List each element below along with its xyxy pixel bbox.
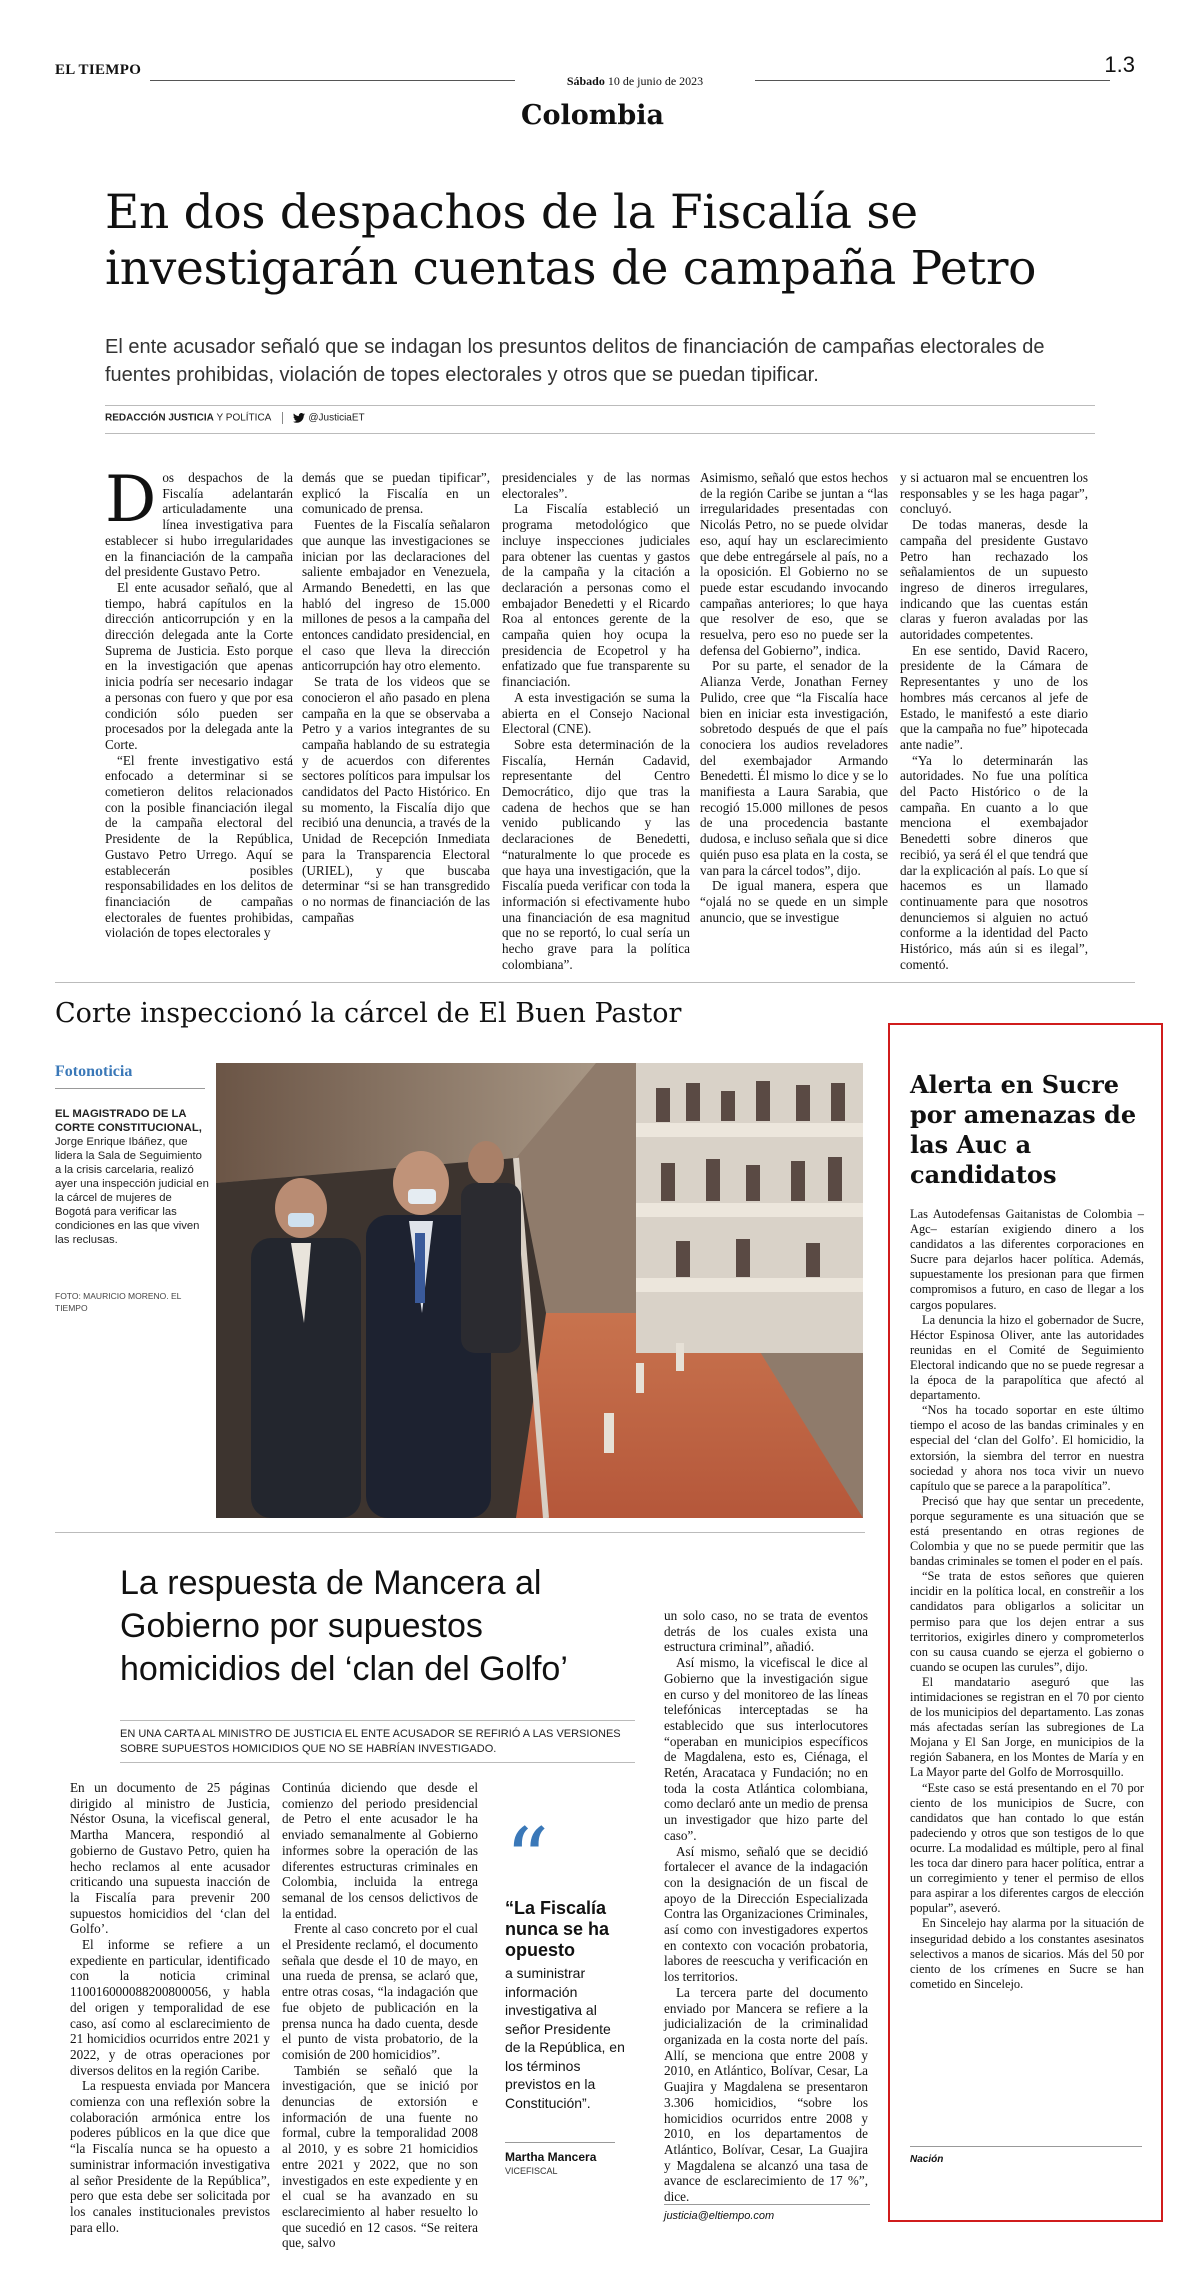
fotonoticia-label: Fotonoticia	[55, 1063, 133, 1080]
drop-cap: D	[105, 463, 157, 537]
paragraph: y si actuaron mal se encuentren los responsables y se les haga pagar”, concluyó.	[900, 470, 1088, 517]
divider	[910, 2146, 1142, 2147]
byline-separator	[282, 412, 283, 424]
quote-mark: “	[505, 1810, 549, 1910]
issue-date	[515, 74, 755, 89]
paragraph: En ese sentido, David Racero, presidente de la Cámara de Representantes y uno de los hombres más cercanos al jefe de Estado, le manifestó a este diario que la campaña no fue” hipotecada ante nadie”.	[900, 642, 1088, 752]
paragraph: Así mismo, señaló que se decidió fortalecer el avance de la indagación con la designación de un fiscal de apoyo de la Dirección Especializada Contra las Organizaciones Criminales, así como con investigadores expertos en contexto con vocación probatoria, labores de reescucha y verificación en los territorios.	[664, 1843, 868, 1985]
paragraph: Fuentes de la Fiscalía señalaron que aunque las investigaciones se inician por las declaraciones del saliente embajador en Venezuela, Armando Benedetti, en las que habló del ingreso de 15.000 millones de pesos a la campaña del entonces candidato presidencial, en el caso que lleva la dirección anticorrupción hay otro elemento.	[302, 517, 490, 674]
article-column	[70, 1780, 270, 2235]
paragraph: “Ya lo determinarán las autoridades. No fue una política del Pacto Histórico o de la campaña. En cuanto a lo que menciona el exembajador Benedetti sobre dineros que recibió, ya será él el que tendrá que dar la explicación al país. Lo que sí hacemos es un llamado continuamente para que nosotros denunciemos si alguien no actuó conforme a la identidad del Pacto Histórico, más aún si es ilegal”, comentó.	[900, 752, 1088, 972]
column-paragraphs	[910, 1207, 1144, 1992]
paragraph: La denuncia la hizo el gobernador de Sucre, Héctor Espinosa Oliver, ante las autoridades reunidas en el Comité de Seguimiento Electoral indicando que no se puede regresar a la época de la parapolítica que afectó al departamento.	[910, 1312, 1144, 1403]
divider	[105, 405, 1095, 406]
paragraph: “Se trata de estos señores que quieren incidir en la política local, en constreñir a los candidatos para obligarlos a solicitar un permiso para que los dejen entrar a sus territorios, exigirles dinero y comprometerlos con su causa cuando se ejerza el gobierno o cuando se ocupen las curules”, dijo.	[910, 1569, 1144, 1674]
article-column	[664, 1608, 868, 2205]
column-paragraphs	[700, 470, 888, 925]
paragraph: De igual manera, espera que “ojalá no se quede en un simple anuncio, que se investigue	[700, 878, 888, 925]
article-column	[700, 470, 888, 925]
pull-quote-rest: a suministrar información investigativa al señor Presidente de la República, en los términos previstos en la Constitución”.	[505, 1965, 625, 2111]
paragraph: El informe se refiere a un expediente en particular, identificado con la noticia criminal 110016000088200800056, y habla del origen y temporalidad de ese caso, así como al esclarecimiento de 21 homicidios ocurridos entre 2021 y 2022, y de otras operaciones por diversos delitos en la región Caribe.	[70, 1937, 270, 2078]
divider	[505, 2142, 615, 2143]
article-column	[302, 470, 490, 925]
divider	[55, 1532, 865, 1533]
photo-headline: Corte inspeccionó la cárcel de El Buen Pastor	[55, 998, 682, 1029]
divider	[120, 1720, 635, 1721]
twitter-handle: @JusticiaET	[308, 412, 365, 424]
paragraph: Continúa diciendo que desde el comienzo del periodo presidencial de Petro el ente acusador le ha enviado semanalmente al Gobierno informes sobre la operación de las diferentes estructuras criminales en Colombia, incluida la entrega semanal de los censos delictivos de la entidad.	[282, 1780, 478, 1921]
paragraph: Las Autodefensas Gaitanistas de Colombia –Agc– estarían exigiendo dinero a los candidatos a las diferentes corporaciones en Sucre para dejarlos hacer política. Además, supuestamente los presionan para que firmen compromisos a futuro, en caso de llegar a los cargos populares.	[910, 1207, 1144, 1312]
prison-photo-illustration	[216, 1063, 863, 1518]
article-dek: EN UNA CARTA AL MINISTRO DE JUSTICIA EL ENTE ACUSADOR SE REFIRIÓ A LAS VERSIONES SOBRE SUPUESTOS HOMICIDIOS QUE NO SE HABRÍAN INVESTIGADO.	[120, 1728, 621, 1755]
article-headline: La respuesta de Mancera al Gobierno por supuestos homicidios del ‘clan del Golfo’	[120, 1564, 568, 1688]
column-paragraphs	[302, 470, 490, 925]
pull-quote: “La Fiscalía nunca se ha opuesto	[505, 1898, 610, 1960]
issue-day: Sábado	[566, 74, 605, 88]
column-paragraphs	[664, 1608, 868, 2205]
byline-desk-rest: Y POLÍTICA	[213, 412, 271, 424]
paragraph: En Sincelejo hay alarma por la situación de inseguridad debido a los constantes asesinatos selectivos a manos de sicarios. Más del 50 por ciento de los crímenes en Sucre se han cometido en Sincelejo.	[910, 1916, 1144, 1991]
masthead	[55, 52, 1135, 88]
column-paragraphs	[282, 1780, 478, 2251]
column-paragraphs	[900, 470, 1088, 973]
paragraph: A esta investigación se suma la abierta en el Consejo Nacional Electoral (CNE).	[502, 689, 690, 737]
column-paragraphs	[70, 1780, 270, 2235]
sidebar-signature: Nación	[910, 2154, 944, 2165]
masthead-rule	[755, 80, 1110, 81]
byline	[105, 412, 365, 424]
paragraph: “El frente investigativo está enfocado a determinar si se cometieron delitos relacionados con la posible financiación ilegal de la campaña electoral del Presidente de la República, Gustavo Petro Urrego. Aquí se establecerán posibles responsabilidades en los delitos de financiación de campañas electorales de fuentes prohibidas, violación de topes electorales y	[105, 752, 293, 941]
paragraph: “Este caso se está presentando en el 70 por ciento de los municipios de Sucre, con candidatos que han contado lo que están padeciendo y otros que son testigos de lo que ocurre. La modalidad es múltiple, pero al final les toca dar dinero para hacer política, entrar a un corregimiento y tener el permiso de ellos para aspirar a los diferentes cargos de elección popular”, aseveró.	[910, 1780, 1144, 1916]
caption-head: EL MAGISTRADO DE LA CORTE CONSTITUCIONAL,	[55, 1108, 202, 1134]
divider	[105, 433, 1095, 434]
article-column	[105, 463, 293, 941]
page-number: 1.3	[1104, 52, 1135, 77]
divider	[55, 1088, 205, 1089]
paragraph: un solo caso, no se trata de eventos detrás de los cuales exista una estructura criminal”, añadió.	[664, 1608, 868, 1655]
photo-credit: FOTO: MAURICIO MORENO. EL TIEMPO	[55, 1291, 182, 1313]
news-photo	[216, 1063, 863, 1518]
paragraph: De todas maneras, desde la campaña del presidente Gustavo Petro han rechazado los señalamientos de un supuesto ingreso de dineros irregulares, indicando que las cuentas están claras y fueron avaladas por las autoridades competentes.	[900, 517, 1088, 643]
divider	[120, 1762, 635, 1763]
issue-date-text: 10 de junio de 2023	[607, 74, 704, 88]
paragraph: os despachos de la Fiscalía adelantarán articuladamente una línea investigativa para establecer si hubo irregularidades en la financiación de la campaña del presidente Gustavo Petro.	[105, 470, 293, 580]
article-column	[282, 1780, 478, 2251]
quote-author: Martha Mancera	[505, 2150, 597, 2164]
contact-email: justicia@eltiempo.com	[664, 2210, 775, 2222]
newspaper-name: EL TIEMPO	[55, 62, 142, 78]
twitter-icon	[293, 413, 305, 423]
byline-desk: REDACCIÓN JUSTICIA	[105, 412, 214, 424]
paragraph: La Fiscalía estableció un programa metodológico que incluye inspecciones judiciales para obtener las cuentas y gastos de la campaña y la citación a declaración a personas como el embajador Benedetti y el Ricardo Roa al entonces gerente de la campaña quien hoy ocupa la presidencia de Ecopetrol y ha enfatizado que fue transparente su financiación.	[502, 501, 690, 690]
paragraph: Frente al caso concreto por el cual el Presidente reclamó, el documento señala que desde el 10 de mayo, en una rueda de prensa, se aclaró que, entre otras cosas, “la indagación que fue objeto de publicación en la prensa nunca ha dado cuenta, desde el punto de vista probatorio, de la comisión de 200 homicidios”.	[282, 1921, 478, 2062]
divider	[55, 982, 1135, 983]
quote-author-role: VICEFISCAL	[505, 2166, 558, 2176]
paragraph: La tercera parte del documento enviado por Mancera se refiere a la judicialización de la criminalidad organizada en la costa norte del país. Allí, se menciona que entre 2008 y 2010, en Atlántico, Bolívar, Cesar, La Guajira y Magdalena se presentaron 3.306 homicidios, “sobre los homicidios ocurridos entre 2008 y 2010, en los departamentos de Atlántico, Bolívar, Cesar, La Guajira y Magdalena se alcanzó una tasa de avance de esclarecimiento de 17 %”, dice.	[664, 1984, 868, 2205]
section-title: Colombia	[521, 100, 664, 131]
paragraph: “Nos ha tocado soportar en este último tiempo el acoso de las bandas criminales y en especial del ‘clan del Golfo’. El homicidio, la extorsión, la siembra del terror en nuestra sociedad y ahora nos toca vivir un nuevo capítulo que se parece a la parapolítica”.	[910, 1403, 1144, 1493]
sidebar-body	[910, 1207, 1144, 1992]
masthead-rule	[150, 80, 515, 81]
paragraph: presidenciales y de las normas electorales”.	[502, 470, 690, 501]
paragraph: Así mismo, la vicefiscal le dice al Gobierno que la investigación sigue en curso y del monitoreo de las líneas telefónicas interceptadas se ha establecido que sus interlocutores “operaban en municipios específicos de Magdalena, esto es, Ciénaga, el Retén, Aracataca y Fundación; no en toda la costa Atlántica colombiana, como declaró ante un medio de prensa un investigador que hizo parte del caso”.	[664, 1655, 868, 1843]
article-column	[900, 470, 1088, 973]
paragraph: Se trata de los videos que se conocieron el año pasado en plena campaña en la que se observaba a Petro y a varios integrantes de su campaña hablando de su estrategia y de acuerdos con diferentes sectores políticos para impulsar los candidatos del Pacto Histórico. En su momento, la Fiscalía dijo que recibió una denuncia, a través de la Unidad de Recepción Inmediata para la Transparencia Electoral (URIEL), y que buscaba determinar “si se han transgredido o no normas de financiación de las campañas	[302, 674, 490, 925]
paragraph: En un documento de 25 páginas dirigido al ministro de Justicia, Néstor Osuna, la vicefiscal general, Martha Mancera, respondió al gobierno de Gustavo Petro, quien ha hecho reclamos al ente acusador criticando una supuesta inacción de la Fiscalía para prevenir 200 supuestos homicidios del ‘clan del Golfo’.	[70, 1780, 270, 1937]
paragraph: Por su parte, el senador de la Alianza Verde, Jonathan Ferney Pulido, cree que “la Fiscalía hace bien en iniciar esta investigación, sobretodo después de que el país conociera los audios reveladores del exembajador Armando Benedetti. Él mismo lo dice y se lo manifiesta a Laura Sarabia, que recogió 15.000 millones de pesos de una procedencia bastante dudosa, e incluso señala que si dice quién puso esa plata en la costa, se van para la cárcel todos”, dijo.	[700, 658, 888, 878]
paragraph: demás que se puedan tipificar”, explicó la Fiscalía en un comunicado de prensa.	[302, 470, 490, 517]
article-dek: El ente acusador señaló que se indagan los presuntos delitos de financiación de campañas electorales de fuentes prohibidas, violación de topes electorales y otros que se puedan tipificar.	[105, 336, 1045, 386]
paragraph: Sobre esta determinación de la Fiscalía, Hernán Cadavid, representante del Centro Democrático, dijo que tras la cadena de hechos que se han venido publicando y las declaraciones de Benedetti, “naturalmente lo que procede es que haya una investigación, que la Fiscalía pueda verificar con toda la información si efectivamente hubo una financiación de esa magnitud que no se reportó, lo cual sería un hecho grave para la política colombiana”.	[502, 736, 690, 972]
paragraph: La respuesta enviada por Mancera comienza con una reflexión sobre la colaboración armónica entre los poderes públicos en la que dice que “la Fiscalía nunca se ha opuesto a suministrar información investigativa al señor Presidente de la República”, pero que esta debe ser solicitada por los canales institucionales previstos para ello.	[70, 2078, 270, 2235]
paragraph: Asimismo, señaló que estos hechos de la región Caribe se juntan a “las irregularidades presentadas con Nicolás Petro, no se puede olvidar eso, aquí hay un esclarecimiento que debe entregársele al país, no a la oposición. El Gobierno no se puede estar escudando invocando campañas anteriores; lo que haya que resolver de eso, que se resuelva, pero eso no puede ser la defensa del Gobierno”, indica.	[700, 470, 888, 658]
article-column	[502, 470, 690, 973]
paragraph: También se señaló que la investigación, que se inició por denuncias de extorsión e información de una fuente no formal, cubre la temporalidad 2008 al 2010, y es sobre 21 homicidios entre 2021 y 2022, que no son investigados en este expediente y en el cual se ha avanzado en su esclarecimiento al haber resuelto lo que sucedió en 12 casos. “Se reitera que, salvo	[282, 2062, 478, 2251]
divider	[664, 2204, 870, 2205]
article-headline: En dos despachos de la Fiscalía se investigarán cuentas de campaña Petro	[105, 185, 1037, 296]
sidebar-title: Alerta en Sucre por amenazas de las Auc a candidatos	[910, 1070, 1137, 1189]
column-paragraphs	[105, 463, 293, 941]
photo-caption	[55, 1107, 210, 1247]
column-paragraphs	[502, 470, 690, 973]
paragraph: Precisó que hay que sentar un precedente, porque seguramente es una situación que se está presentando en otras regiones de Colombia y que no se puede permitir que las bandas criminales se tomen el poder en el país.	[910, 1493, 1144, 1569]
paragraph: El ente acusador señaló, que al tiempo, habrá capítulos en la dirección anticorrupción y en la dirección delegada ante la Corte Suprema de Justicia. Esto porque en la investigación que apenas inicia podría ser necesario indagar a personas con fuero y que por esa condición sólo pueden ser procesados por la delegada ante la Corte.	[105, 579, 293, 752]
caption-body: Jorge Enrique Ibáñez, que lidera la Sala de Seguimiento a la crisis carcelaria, realizó ayer una inspección judicial en la cárcel de mujeres de Bogotá para verificar las condiciones en las que viven las reclusas.	[55, 1136, 209, 1246]
paragraph: El mandatario aseguró que las intimidaciones se registran en el 70 por ciento de los municipios del departamento. Las zonas más afectadas serían las subregiones de La Mojana y El San Jorge, en municipios de la región Sabanera, en los Montes de María y en La Mayor parte del Golfo de Morrosquillo.	[910, 1674, 1144, 1780]
